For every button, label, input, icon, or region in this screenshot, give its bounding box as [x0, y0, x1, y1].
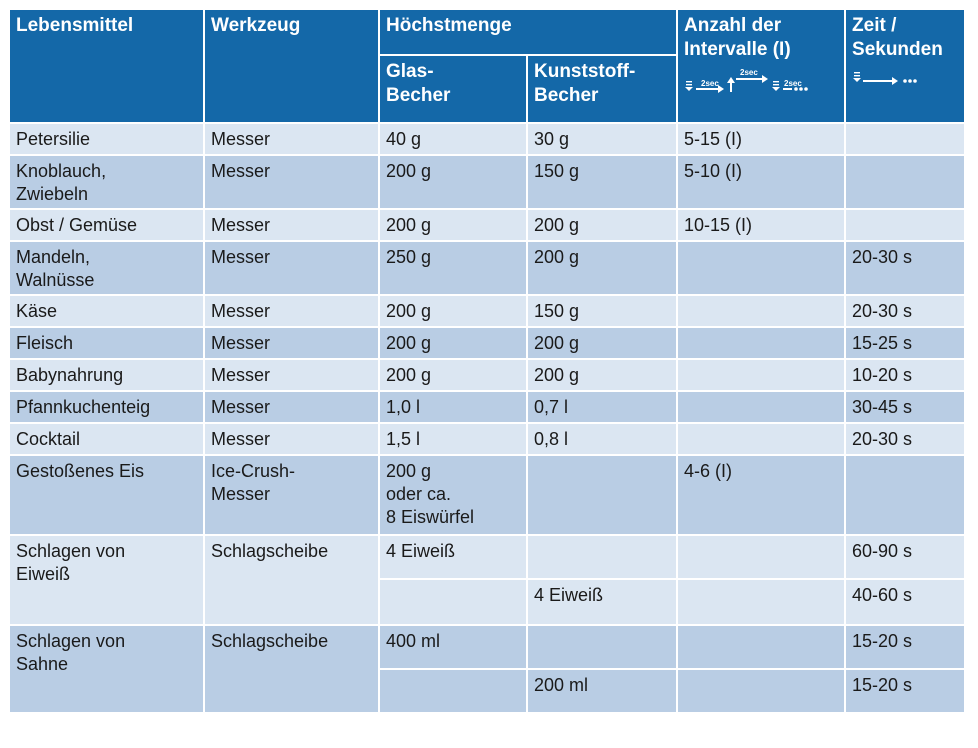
cell-food-line: Babynahrung: [16, 365, 124, 385]
cell-tool-line: Messer: [211, 484, 271, 504]
cell-plastic: 4 Eiweiß: [528, 580, 678, 626]
cell-time: [846, 456, 966, 536]
table-row: [10, 456, 966, 536]
table-row: [10, 124, 966, 156]
cell-food-line: Schlagen von: [16, 541, 126, 561]
cell-glass-line: 200 g: [386, 215, 432, 235]
cell-tool-line: Messer: [211, 397, 271, 417]
cell-glass-line: 200 g: [386, 333, 432, 353]
cell-plastic: [528, 328, 678, 360]
header-time-line: Zeit /: [852, 15, 897, 36]
cell-food: [10, 456, 205, 536]
interval-icon-label: 2sec: [740, 68, 758, 77]
header-food: Lebensmittel: [10, 10, 205, 124]
cell-glass: [380, 456, 528, 536]
cell-intervals: [678, 296, 846, 328]
cell-plastic: [528, 296, 678, 328]
cell-glass-line: 250 g: [386, 247, 432, 267]
cell-time: 20-30 s: [846, 242, 966, 296]
table-row: [10, 360, 966, 392]
cell-plastic-line: 150 g: [534, 161, 580, 181]
cell-intervals: 5-15 (I): [678, 124, 846, 156]
cell-time: [846, 156, 966, 210]
cell-glass-line: 200 g: [386, 161, 432, 181]
cell-food-line: Zwiebeln: [16, 184, 89, 204]
cell-intervals: [678, 242, 846, 296]
table-row: [10, 156, 966, 210]
cell-plastic-line: 200 g: [534, 247, 580, 267]
cell-tool-line: Ice-Crush-: [211, 461, 296, 481]
cell-intervals: 4-6 (I): [678, 456, 846, 536]
cell-tool: Schlagscheibe: [205, 536, 380, 626]
cell-glass: [380, 296, 528, 328]
cell-intervals: [678, 670, 846, 714]
table-row: [10, 626, 966, 670]
continuous-run-icon: [852, 70, 932, 86]
cell-food: [10, 210, 205, 242]
cell-time: 30-45 s: [846, 392, 966, 424]
cell-tool-line: Messer: [211, 429, 271, 449]
cell-time: 15-20 s: [846, 626, 966, 670]
cell-food: [10, 424, 205, 456]
table-body: [10, 124, 966, 714]
cell-glass-line: 200 g: [386, 365, 432, 385]
cell-glass: [380, 328, 528, 360]
cell-tool-line: Messer: [211, 365, 271, 385]
cell-glass: [380, 580, 528, 626]
cell-plastic: [528, 242, 678, 296]
table-row: [10, 328, 966, 360]
cell-tool: [205, 296, 380, 328]
cell-food-line: Käse: [16, 301, 58, 321]
cell-time: 60-90 s: [846, 536, 966, 580]
cell-food-line: Sahne: [16, 654, 69, 674]
cell-tool-line: Messer: [211, 161, 271, 181]
cell-food-line: Mandeln,: [16, 247, 91, 267]
cell-plastic-line: 200 g: [534, 215, 580, 235]
cell-tool: [205, 456, 380, 536]
cell-glass-line: 200 g: [386, 301, 432, 321]
cell-glass: [380, 210, 528, 242]
cell-glass: [380, 392, 528, 424]
table-row: [10, 536, 966, 580]
cell-glass-line: 1,5 l: [386, 429, 421, 449]
cell-food-line: Walnüsse: [16, 270, 95, 290]
cell-plastic: 200 ml: [528, 670, 678, 714]
table-row: [10, 392, 966, 424]
cell-intervals: [678, 580, 846, 626]
cell-glass: [380, 242, 528, 296]
cell-tool: [205, 360, 380, 392]
cell-glass-line: 200 g: [386, 461, 432, 481]
cell-glass: [380, 156, 528, 210]
cell-food: [10, 296, 205, 328]
cell-plastic: [528, 456, 678, 536]
cell-time: 15-20 s: [846, 670, 966, 714]
cell-tool: [205, 242, 380, 296]
cell-food: [10, 124, 205, 156]
header-glass-line: Glas-: [386, 61, 434, 82]
cell-glass: 4 Eiweiß: [380, 536, 528, 580]
cell-food: [10, 328, 205, 360]
cell-plastic: [528, 124, 678, 156]
cell-tool: [205, 210, 380, 242]
cell-time: 20-30 s: [846, 424, 966, 456]
cell-tool: [205, 328, 380, 360]
food-processing-table: [10, 10, 966, 714]
interval-icon-label: 2sec: [701, 79, 719, 88]
cell-food-line: Cocktail: [16, 429, 81, 449]
cell-time: 20-30 s: [846, 296, 966, 328]
table-row: [10, 210, 966, 242]
cell-glass-line: 40 g: [386, 129, 422, 149]
cell-glass-line: oder ca.: [386, 484, 452, 504]
cell-glass-line: 8 Eiswürfel: [386, 507, 475, 527]
cell-plastic-line: 200 g: [534, 365, 580, 385]
table-row: [10, 242, 966, 296]
header-plastic-line: Kunststoff-: [534, 61, 636, 82]
header-intervals: [678, 10, 846, 124]
cell-food-line: Schlagen von: [16, 631, 126, 651]
header-plastic-line: Becher: [534, 85, 599, 106]
interval-pulse-icon: [684, 68, 824, 94]
cell-tool: Schlagscheibe: [205, 626, 380, 714]
cell-tool-line: Messer: [211, 333, 271, 353]
cell-glass: 400 ml: [380, 626, 528, 670]
cell-food: [10, 392, 205, 424]
cell-glass: [380, 424, 528, 456]
cell-food-line: Knoblauch,: [16, 161, 107, 181]
cell-tool-line: Messer: [211, 215, 271, 235]
cell-food-line: Gestoßenes Eis: [16, 461, 145, 481]
header-intervals-line: Intervalle (I): [684, 39, 791, 60]
cell-plastic-line: 150 g: [534, 301, 580, 321]
cell-intervals: [678, 328, 846, 360]
header-tool: Werkzeug: [205, 10, 380, 124]
cell-tool-line: Messer: [211, 247, 271, 267]
cell-plastic: [528, 210, 678, 242]
cell-food-line: Pfannkuchenteig: [16, 397, 151, 417]
cell-intervals: [678, 392, 846, 424]
cell-glass-line: 1,0 l: [386, 397, 421, 417]
header-intervals-line: Anzahl der: [684, 15, 782, 36]
cell-plastic: [528, 156, 678, 210]
cell-time: 15-25 s: [846, 328, 966, 360]
cell-intervals: 10-15 (I): [678, 210, 846, 242]
cell-plastic-line: 0,7 l: [534, 397, 569, 417]
cell-time: [846, 210, 966, 242]
cell-glass: [380, 670, 528, 714]
cell-food-line: Petersilie: [16, 129, 91, 149]
cell-plastic: [528, 424, 678, 456]
cell-tool: [205, 424, 380, 456]
cell-food: [10, 360, 205, 392]
cell-plastic: [528, 360, 678, 392]
cell-intervals: [678, 536, 846, 580]
cell-tool: [205, 156, 380, 210]
cell-intervals: [678, 424, 846, 456]
cell-time: 40-60 s: [846, 580, 966, 626]
cell-tool-line: Messer: [211, 129, 271, 149]
cell-intervals: [678, 626, 846, 670]
cell-food-line: Fleisch: [16, 333, 74, 353]
cell-food-line: Obst / Gemüse: [16, 215, 138, 235]
cell-time: [846, 124, 966, 156]
table-row: [10, 296, 966, 328]
cell-tool: [205, 392, 380, 424]
cell-plastic-line: 0,8 l: [534, 429, 569, 449]
cell-food: [10, 242, 205, 296]
cell-food: [10, 536, 205, 626]
table-header: [10, 10, 966, 124]
header-time-line: Sekunden: [852, 39, 943, 60]
cell-intervals: 5-10 (I): [678, 156, 846, 210]
cell-glass: [380, 124, 528, 156]
header-time: [846, 10, 966, 124]
cell-food: [10, 626, 205, 714]
cell-plastic-line: 200 g: [534, 333, 580, 353]
cell-intervals: [678, 360, 846, 392]
cell-time: 10-20 s: [846, 360, 966, 392]
header-glass-cup: [380, 56, 528, 124]
cell-plastic: [528, 626, 678, 670]
cell-tool-line: Messer: [211, 301, 271, 321]
cell-plastic: [528, 392, 678, 424]
header-plastic-cup: [528, 56, 678, 124]
table-row: [10, 424, 966, 456]
cell-tool: [205, 124, 380, 156]
interval-icon-label: 2sec: [784, 79, 802, 88]
header-glass-line: Becher: [386, 85, 451, 106]
cell-plastic: [528, 536, 678, 580]
cell-glass: [380, 360, 528, 392]
cell-food: [10, 156, 205, 210]
cell-food-line: Eiweiß: [16, 564, 71, 584]
header-max-amount: Höchstmenge: [380, 10, 678, 56]
cell-plastic-line: 30 g: [534, 129, 570, 149]
